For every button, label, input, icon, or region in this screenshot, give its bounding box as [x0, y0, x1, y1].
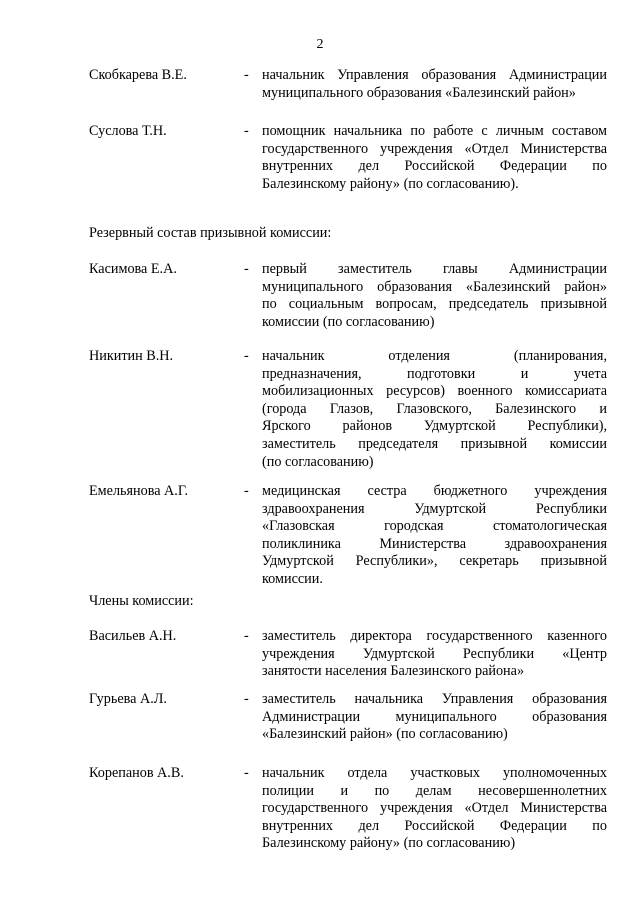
position-line: внутренних дел Российской Федерации по: [262, 158, 607, 175]
position-line: государственного учреждения «Отдел Министерства: [262, 140, 607, 157]
position-line: государственного учреждения «Отдел Министерства: [262, 800, 607, 817]
position-line: комиссии.: [262, 570, 323, 587]
position-line: Администрации муниципального образования: [262, 708, 607, 725]
position-line: муниципального образования «Балезинский район»: [262, 84, 576, 101]
position-line: заместитель начальника Управления образования: [262, 691, 607, 707]
position-line: начальник отделения (планирования,: [262, 348, 607, 364]
dash-separator: -: [244, 628, 249, 644]
member-name: Никитин В.Н.: [89, 348, 174, 364]
dash-separator: -: [244, 261, 249, 277]
position-line: Удмуртской Республики», секретарь призывной: [262, 553, 607, 570]
member-position: [262, 691, 607, 744]
member-position: [262, 261, 607, 331]
dash-separator: -: [244, 765, 249, 781]
position-line: здравоохранения Удмуртской Республики: [262, 500, 607, 517]
position-line: начальник отдела участковых уполномоченных: [262, 765, 607, 781]
member-position: [262, 628, 607, 681]
position-line: занятости населения Балезинского района»: [262, 663, 525, 680]
position-line: муниципального образования «Балезинский район»: [262, 278, 607, 295]
member-name: Касимова Е.А.: [89, 261, 177, 277]
reserve-heading: Резервный состав призывной комиссии:: [89, 225, 332, 241]
page-number: 2: [316, 37, 324, 52]
member-name: Суслова Т.Н.: [89, 123, 167, 139]
member-name: Гурьева А.Л.: [89, 691, 167, 707]
position-line: Балезинскому району» (по согласованию).: [262, 175, 519, 192]
member-position: [262, 765, 607, 853]
member-name: Корепанов А.В.: [89, 765, 184, 781]
position-line: Ярского районов Удмуртской Республики),: [262, 418, 607, 435]
member-position: [262, 123, 607, 193]
dash-separator: -: [244, 348, 249, 364]
member-name: Скобкарева В.Е.: [89, 67, 187, 83]
position-line: помощник начальника по работе с личным составом: [262, 123, 607, 139]
members-heading: Члены комиссии:: [89, 593, 194, 609]
position-line: полиции и по делам несовершеннолетних: [262, 782, 607, 799]
dash-separator: -: [244, 483, 249, 499]
position-line: Балезинскому району» (по согласованию): [262, 835, 516, 852]
position-line: начальник Управления образования Администрации: [262, 67, 607, 83]
position-line: по социальным вопросам, председатель призывной: [262, 296, 607, 313]
position-line: предназначения, подготовки и учета: [262, 365, 607, 382]
dash-separator: -: [244, 123, 249, 139]
member-name: Емельянова А.Г.: [89, 483, 188, 499]
position-line: внутренних дел Российской Федерации по: [262, 817, 607, 834]
position-line: (города Глазов, Глазовского, Балезинского и: [262, 400, 607, 417]
dash-separator: -: [244, 691, 249, 707]
member-position: [262, 348, 607, 471]
position-line: «Глазовская городская стоматологическая: [262, 518, 607, 535]
position-line: (по согласованию): [262, 453, 374, 470]
member-name: Васильев А.Н.: [89, 628, 177, 644]
position-line: заместитель директора государственного казенного: [262, 628, 607, 644]
position-line: «Балезинский район» (по согласованию): [262, 726, 508, 743]
member-position: [262, 483, 607, 589]
dash-separator: -: [244, 67, 249, 83]
position-line: первый заместитель главы Администрации: [262, 261, 607, 277]
position-line: медицинская сестра бюджетного учреждения: [262, 483, 607, 499]
position-line: учреждения Удмуртской Республики «Центр: [262, 645, 607, 662]
position-line: мобилизационных ресурсов) военного комиссариата: [262, 383, 607, 400]
position-line: комиссии (по согласованию): [262, 313, 435, 330]
position-line: поликлиника Министерства здравоохранения: [262, 535, 607, 552]
member-position: [262, 67, 607, 102]
position-line: заместитель председателя призывной комиссии: [262, 435, 607, 452]
